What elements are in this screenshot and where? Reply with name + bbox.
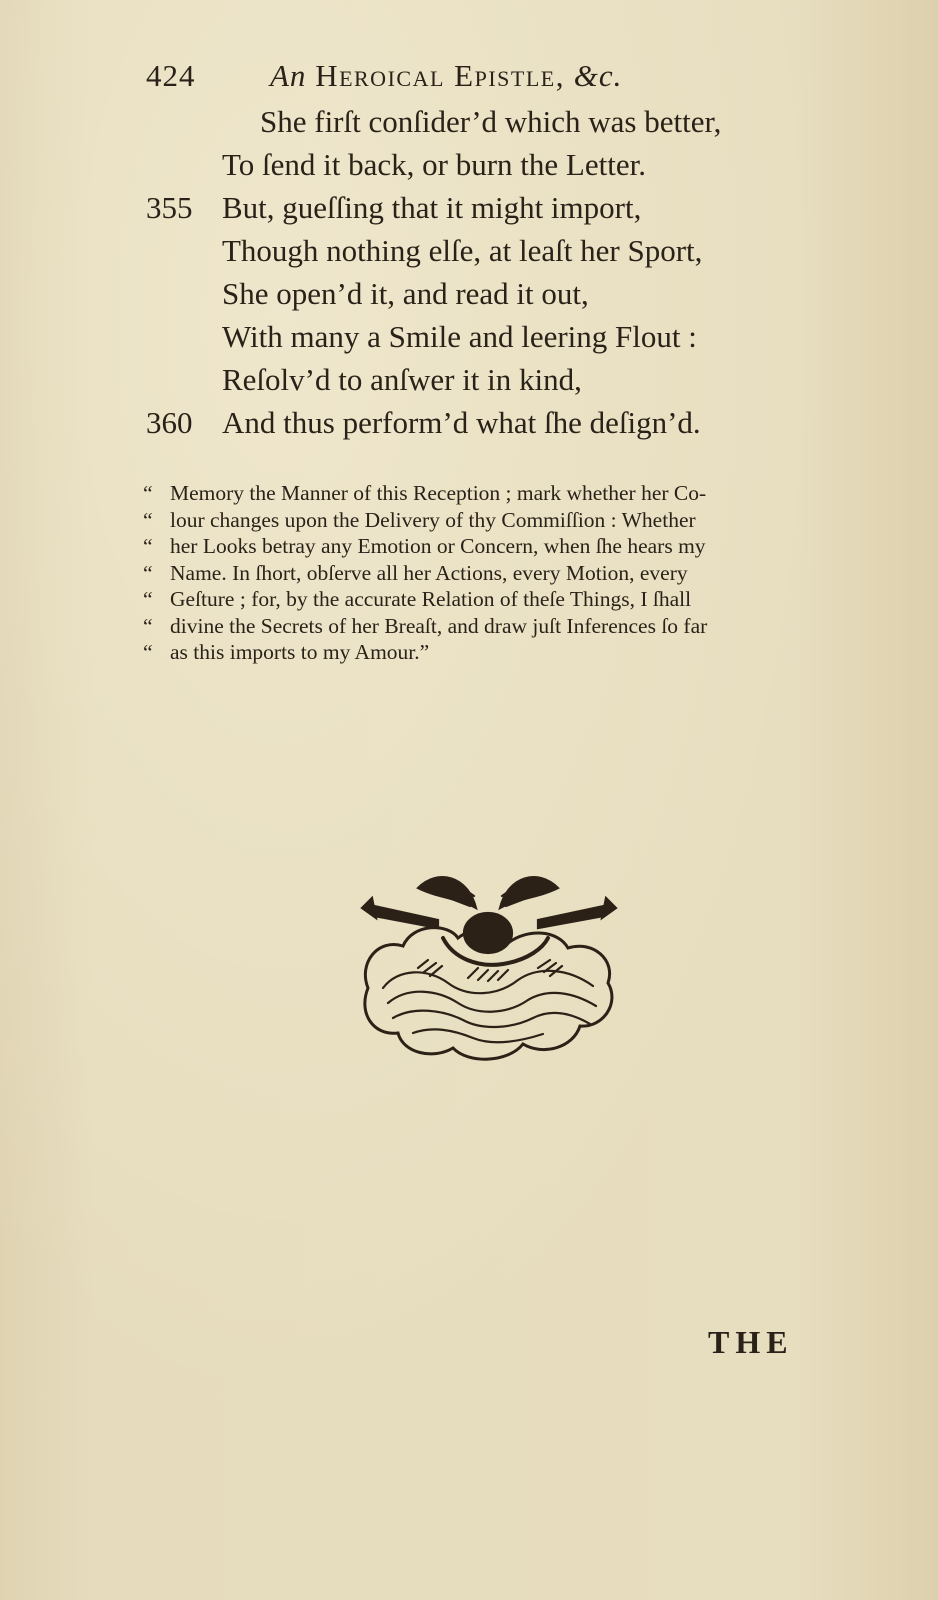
verse-text: She open’d it, and read it out, xyxy=(222,276,589,311)
footnote xyxy=(143,480,855,666)
verse-line xyxy=(146,100,846,143)
footnote-line xyxy=(143,586,855,613)
footnote-text: lour changes upon the Delivery of thy Commiſſion : Whether xyxy=(170,507,696,532)
running-title-main: Heroical Epistle, xyxy=(315,58,565,93)
verse-line xyxy=(146,358,846,401)
footnote-line xyxy=(143,480,855,507)
verse-line xyxy=(146,186,846,229)
catchword: THE xyxy=(708,1324,794,1360)
running-title-an: An xyxy=(270,58,307,93)
footnote-line xyxy=(143,560,855,587)
verse-text: To ſend it back, or burn the Letter. xyxy=(222,147,646,182)
quote-mark: “ xyxy=(143,534,153,558)
quote-mark: “ xyxy=(143,613,153,638)
line-number: 360 xyxy=(146,405,193,440)
verse-block xyxy=(146,100,846,444)
running-header xyxy=(146,58,846,102)
running-title-etc: &c. xyxy=(573,58,623,93)
line-number: 355 xyxy=(146,190,193,225)
verse-line xyxy=(146,229,846,272)
footnote-line xyxy=(143,613,855,640)
footnote-text: Name. In ſhort, obſerve all her Actions, every Motion, every xyxy=(170,560,688,585)
verse-line xyxy=(146,143,846,186)
verse-line xyxy=(146,315,846,358)
footnote-text: as this imports to my Amour.” xyxy=(170,640,430,664)
running-title xyxy=(270,58,622,94)
footnote-line xyxy=(143,639,855,666)
verse-line xyxy=(146,401,846,444)
verse-text: Reſolv’d to anſwer it in kind, xyxy=(222,362,582,397)
quote-mark: “ xyxy=(143,640,153,664)
footnote-text: Memory the Manner of this Reception ; mark whether her Co- xyxy=(170,481,707,505)
verse-text: She firſt conſider’d which was better, xyxy=(260,104,722,139)
footnote-text: her Looks betray any Emotion or Concern, when ſhe hears my xyxy=(170,534,706,558)
verse-text: And thus perform’d what ſhe deſign’d. xyxy=(222,405,701,440)
footnote-line xyxy=(143,533,855,560)
footnote-line xyxy=(143,507,855,534)
quote-mark: “ xyxy=(143,507,153,532)
woodcut-ornament-icon xyxy=(358,868,620,1064)
verse-text: Though nothing elſe, at leaſt her Sport, xyxy=(222,233,703,268)
verse-text: But, gueſſing that it might import, xyxy=(222,190,642,225)
verse-line xyxy=(146,272,846,315)
verse-text: With many a Smile and leering Flout : xyxy=(222,319,697,354)
quote-mark: “ xyxy=(143,481,153,505)
page-number: 424 xyxy=(146,58,196,93)
footnote-text: Geſture ; for, by the accurate Relation of theſe Things, I ſhall xyxy=(170,587,692,611)
footnote-text: divine the Secrets of her Breaſt, and draw juſt Inferences ſo far xyxy=(170,613,708,638)
quote-mark: “ xyxy=(143,587,153,611)
quote-mark: “ xyxy=(143,560,153,585)
